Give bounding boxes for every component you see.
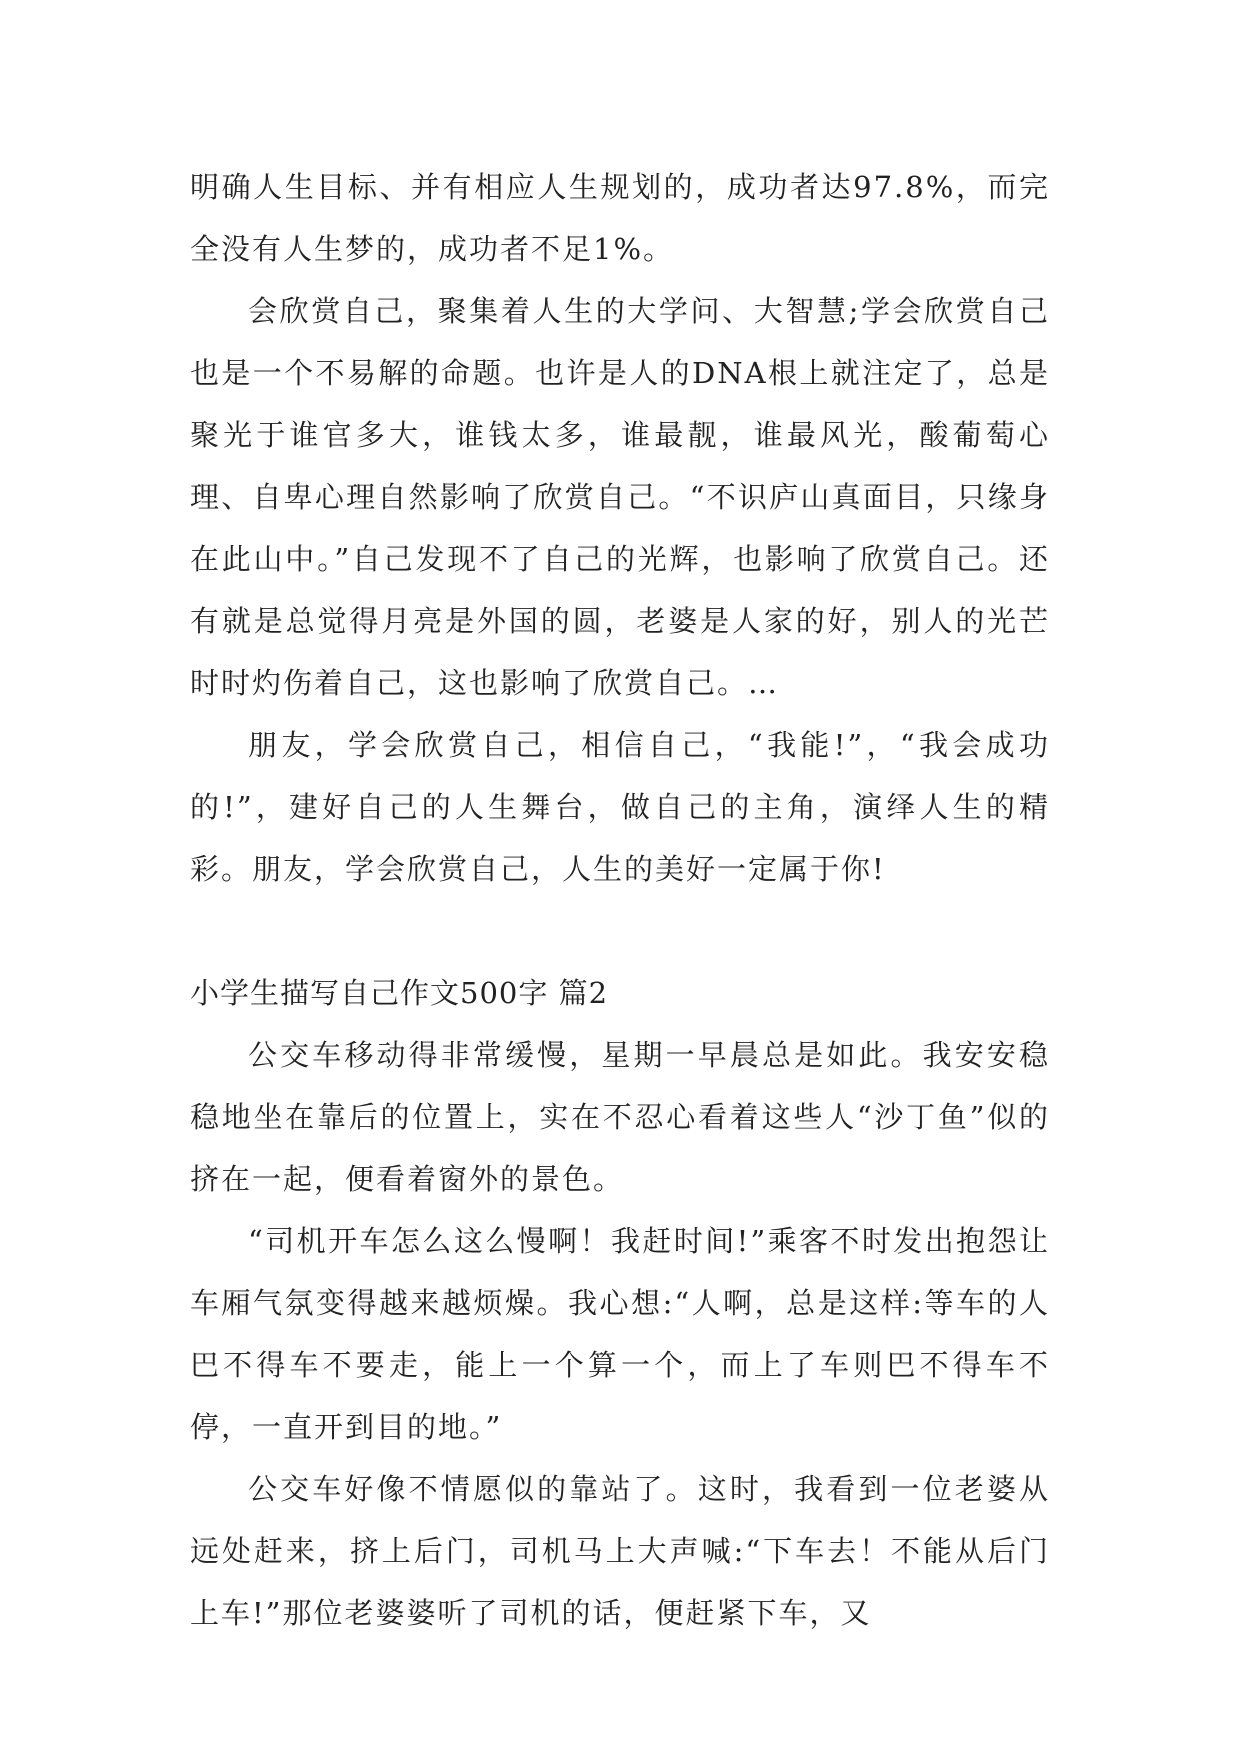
paragraph-1: 明确人生目标、并有相应人生规划的，成功者达97.8%，而完全没有人生梦的，成功者不足1%。 bbox=[190, 170, 1050, 266]
paragraph-2: 会欣赏自己，聚集着人生的大学问、大智慧;学会欣赏自己也是一个不易解的命题。也许是人的DNA根上就注定了，总是聚光于谁官多大，谁钱太多，谁最靓，谁最风光，酸葡萄心理、自卑心理自然影响了欣赏自己。“不识庐山真面目，只缘身在此山中。”自己发现不了自己的光辉，也影响了欣赏自己。还有就是总觉得月亮是外国的圆，老婆是人家的好，别人的光芒时时灼伤着自己，这也影响了欣赏自己。… bbox=[190, 294, 1050, 700]
paragraph-6: 公交车好像不情愿似的靠站了。这时，我看到一位老婆从远处赶来，挤上后门，司机马上大声喊:“下车去！不能从后门上车!”那位老婆婆听了司机的话，便赶紧下车，又 bbox=[190, 1472, 1050, 1630]
paragraph-3: 朋友，学会欣赏自己，相信自己，“我能!”，“我会成功的!”，建好自己的人生舞台，做自己的主角，演绎人生的精彩。朋友，学会欣赏自己，人生的美好一定属于你! bbox=[190, 728, 1050, 886]
document-page bbox=[190, 156, 1050, 1644]
paragraph-5: “司机开车怎么这么慢啊！我赶时间!”乘客不时发出抱怨让车厢气氛变得越来越烦燥。我心想:“人啊，总是这样:等车的人巴不得车不要走，能上一个算一个，而上了车则巴不得车不停，一直开到目的地。” bbox=[190, 1224, 1050, 1444]
paragraph-4: 公交车移动得非常缓慢，星期一早晨总是如此。我安安稳稳地坐在靠后的位置上，实在不忍心看着这些人“沙丁鱼”似的挤在一起，便看着窗外的景色。 bbox=[190, 1038, 1050, 1196]
section-heading: 小学生描写自己作文500字 篇2 bbox=[190, 976, 609, 1010]
